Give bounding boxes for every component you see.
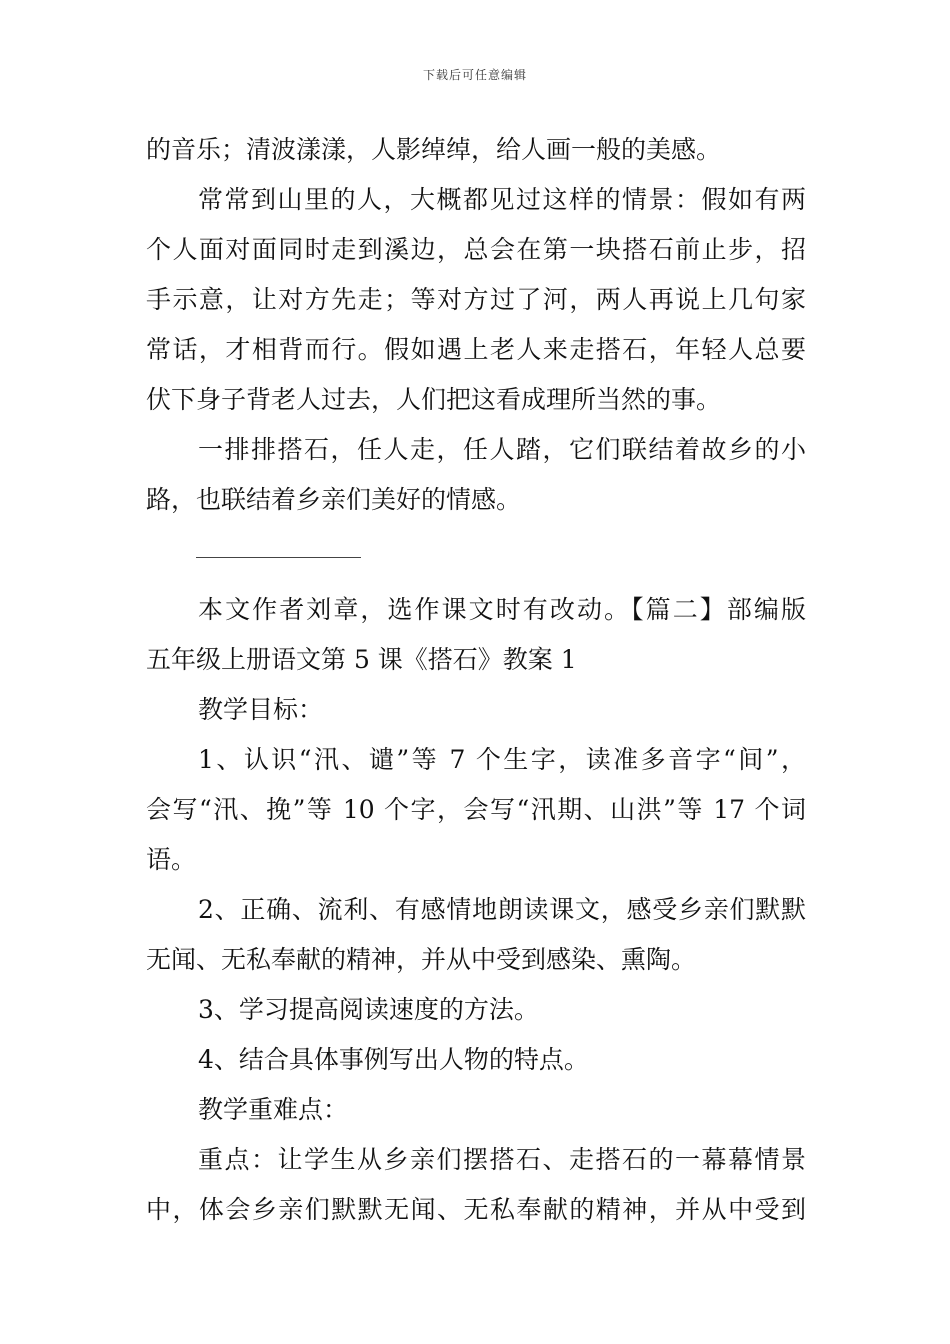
section-heading — [146, 1085, 806, 1135]
text-line: 常话，才相背而行。假如遇上老人来走搭石，年轻人总要 — [146, 335, 806, 364]
text-line: 语。 — [146, 845, 197, 874]
paragraph — [146, 735, 806, 885]
paragraph — [146, 125, 806, 175]
text-line: 会写“汛、挽”等 10 个字，会写“汛期、山洪”等 17 个词 — [146, 795, 806, 824]
text-line: 手示意，让对方先走；等对方过了河，两人再说上几句家 — [146, 285, 806, 314]
paragraph — [146, 425, 806, 525]
text-line: 路，也联结着乡亲们美好的情感。 — [146, 485, 522, 514]
text-line: 一排排搭石，任人走，任人踏，它们联结着故乡的小 — [198, 435, 806, 464]
paragraph — [146, 1035, 806, 1085]
text-line: 4、结合具体事例写出人物的特点。 — [198, 1045, 589, 1074]
page-header: 下载后可任意编辑 — [422, 68, 527, 82]
text-line: 重点：让学生从乡亲们摆搭石、走搭石的一幕幕情景 — [198, 1145, 806, 1174]
text-line: 教学目标： — [198, 695, 324, 724]
document-body — [146, 125, 806, 1235]
paragraph — [146, 885, 806, 985]
text-line: 中，体会乡亲们默默无闻、无私奉献的精神，并从中受到 — [146, 1195, 806, 1224]
text-line: 无闻、无私奉献的精神，并从中受到感染、熏陶。 — [146, 945, 697, 974]
text-line: 教学重难点： — [198, 1095, 349, 1124]
paragraph — [146, 175, 806, 425]
paragraph — [146, 985, 806, 1035]
separator-line — [196, 557, 361, 558]
text-line: 常常到山里的人，大概都见过这样的情景：假如有两 — [198, 185, 806, 214]
text-line: 2、正确、流利、有感情地朗读课文，感受乡亲们默默 — [198, 895, 806, 924]
text-line: 3、学习提高阅读速度的方法。 — [198, 995, 539, 1024]
text-line: 1、认识“汛、谴”等 7 个生字，读准多音字“间”， — [198, 745, 806, 774]
text-line: 本文作者刘章，选作课文时有改动。【篇二】部编版 — [198, 595, 806, 624]
section-heading — [146, 685, 806, 735]
paragraph — [146, 585, 806, 685]
text-line: 伏下身子背老人过去，人们把这看成理所当然的事。 — [146, 385, 722, 414]
footnote-separator — [146, 525, 806, 585]
text-line: 的音乐；清波漾漾，人影绰绰，给人画一般的美感。 — [146, 135, 722, 164]
text-line: 个人面对面同时走到溪边，总会在第一块搭石前止步，招 — [146, 235, 806, 264]
paragraph — [146, 1135, 806, 1235]
text-line: 五年级上册语文第 5 课《搭石》教案 1 — [146, 645, 577, 674]
